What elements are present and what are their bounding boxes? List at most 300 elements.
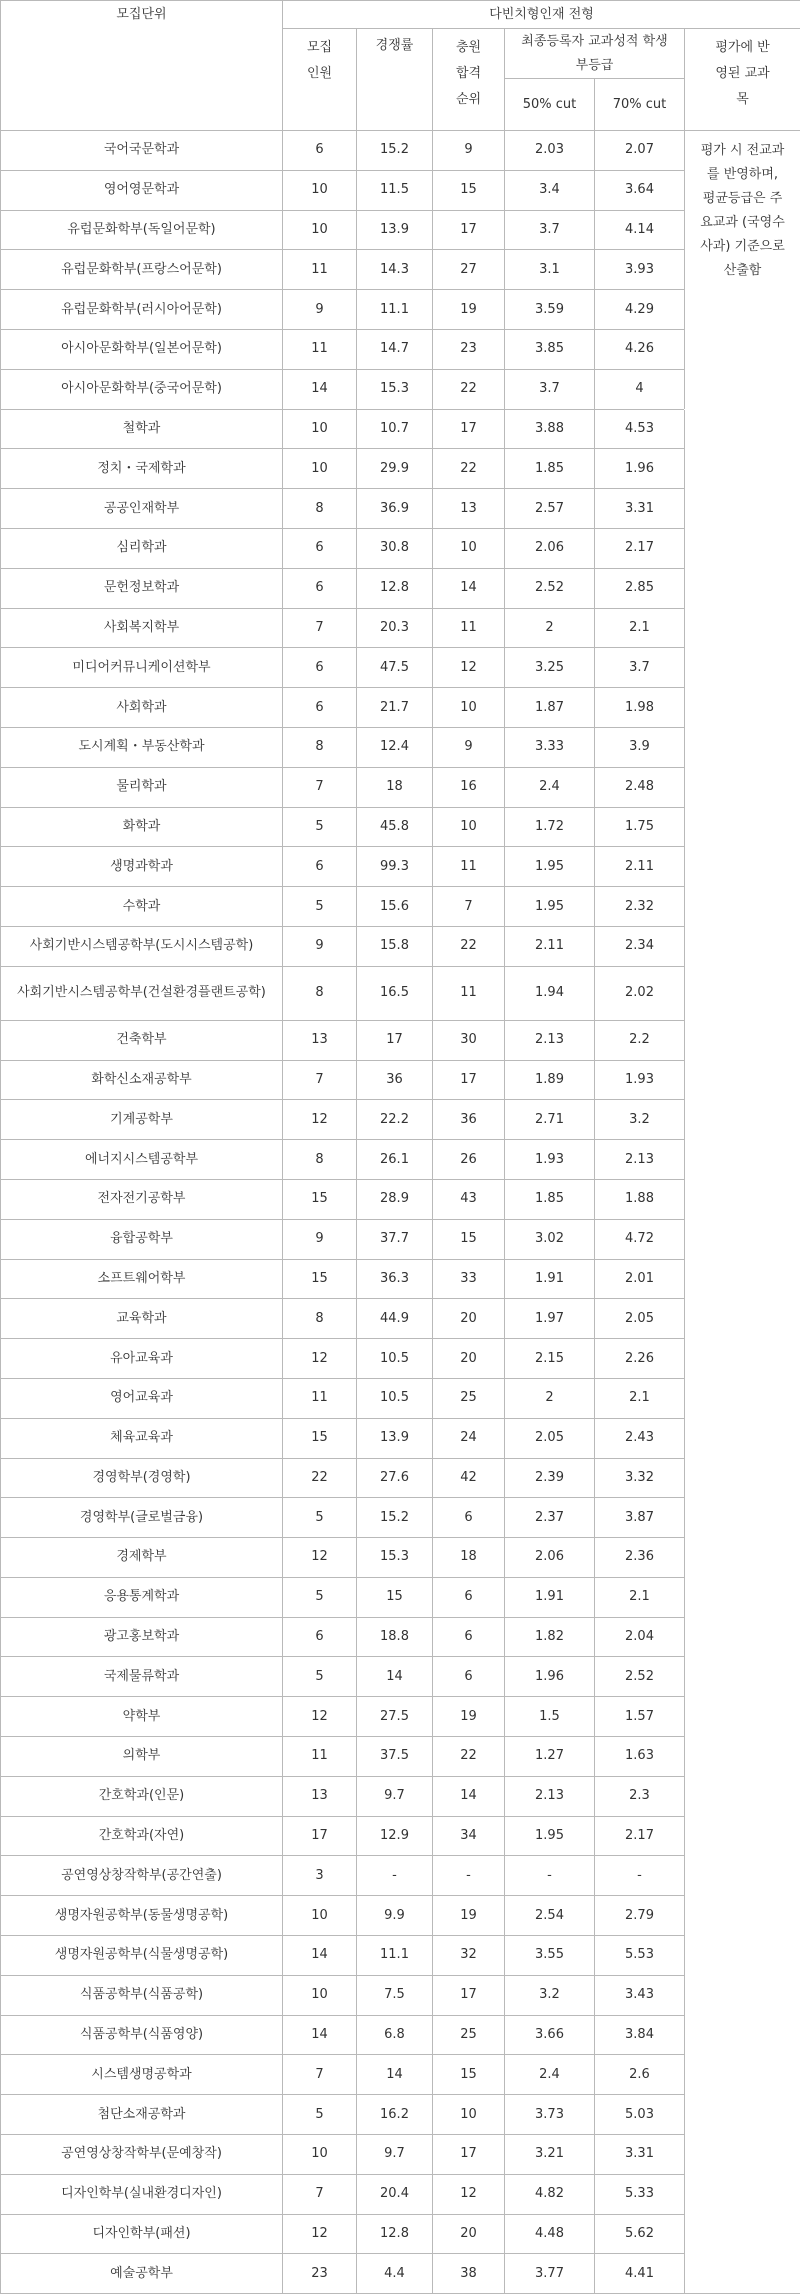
cell-ratio: 29.9 <box>357 449 433 489</box>
cell-reflected-subjects <box>685 2095 800 2135</box>
header-waitlist: 충원 합격 순위 <box>433 29 505 131</box>
cell-quota: 7 <box>283 2174 357 2214</box>
cell-waitlist: 42 <box>433 1458 505 1498</box>
table-row <box>1 887 800 927</box>
cell-ratio: 30.8 <box>357 528 433 568</box>
cell-cut70: 2.05 <box>595 1299 685 1339</box>
cell-cut70: 2.34 <box>595 926 685 966</box>
table-row <box>1 250 800 290</box>
cell-ratio: 7.5 <box>357 1975 433 2015</box>
cell-waitlist: 12 <box>433 648 505 688</box>
cell-waitlist: 22 <box>433 926 505 966</box>
cell-quota: 11 <box>283 1378 357 1418</box>
cell-reflected-subjects <box>685 1259 800 1299</box>
cell-ratio: 13.9 <box>357 1418 433 1458</box>
cell-unit: 경제학부 <box>1 1538 283 1578</box>
cell-reflected-subjects <box>685 2135 800 2175</box>
cell-quota: 13 <box>283 1020 357 1060</box>
cell-waitlist: 10 <box>433 528 505 568</box>
cell-reflected-subjects <box>685 2055 800 2095</box>
cell-cut70: 4 <box>595 369 685 409</box>
cell-unit: 유럽문화학부(독일어문학) <box>1 210 283 250</box>
cell-ratio: 15.6 <box>357 887 433 927</box>
cell-waitlist: 17 <box>433 2135 505 2175</box>
cell-waitlist: 20 <box>433 1339 505 1379</box>
cell-cut50: 1.85 <box>505 449 595 489</box>
table-row <box>1 688 800 728</box>
cell-ratio: 47.5 <box>357 648 433 688</box>
cell-cut50: 3.55 <box>505 1936 595 1976</box>
cell-reflected-subjects <box>685 608 800 648</box>
cell-quota: 14 <box>283 2015 357 2055</box>
cell-cut50: 3.7 <box>505 210 595 250</box>
cell-ratio: 18 <box>357 767 433 807</box>
header-quota: 모집 인원 <box>283 29 357 131</box>
cell-cut70: 3.31 <box>595 489 685 529</box>
cell-cut50: 3.73 <box>505 2095 595 2135</box>
cell-unit: 유아교육과 <box>1 1339 283 1379</box>
cell-quota: 23 <box>283 2254 357 2294</box>
cell-cut70: 5.03 <box>595 2095 685 2135</box>
cell-waitlist: 10 <box>433 2095 505 2135</box>
cell-waitlist: 13 <box>433 489 505 529</box>
cell-reflected-subjects <box>685 528 800 568</box>
cell-ratio: 27.5 <box>357 1697 433 1737</box>
cell-cut50: 2.13 <box>505 1776 595 1816</box>
cell-unit: 체육교육과 <box>1 1418 283 1458</box>
cell-ratio: 16.5 <box>357 966 433 1020</box>
cell-waitlist: 17 <box>433 409 505 449</box>
cell-waitlist: 27 <box>433 250 505 290</box>
cell-unit: 유럽문화학부(러시아어문학) <box>1 290 283 330</box>
cell-quota: 6 <box>283 688 357 728</box>
cell-ratio: 10.7 <box>357 409 433 449</box>
cell-cut50: 2.11 <box>505 926 595 966</box>
table-row <box>1 1498 800 1538</box>
cell-cut70: 3.84 <box>595 2015 685 2055</box>
cell-cut70: 3.87 <box>595 1498 685 1538</box>
cell-cut50: 2 <box>505 608 595 648</box>
cell-waitlist: 17 <box>433 210 505 250</box>
cell-cut50: 2.4 <box>505 2055 595 2095</box>
cell-reflected-subjects <box>685 1100 800 1140</box>
cell-waitlist: 11 <box>433 847 505 887</box>
cell-quota: 14 <box>283 1936 357 1976</box>
cell-ratio: 36.9 <box>357 489 433 529</box>
cell-quota: 8 <box>283 966 357 1020</box>
table-row <box>1 2214 800 2254</box>
cell-ratio: 15 <box>357 1577 433 1617</box>
cell-quota: 10 <box>283 1896 357 1936</box>
cell-unit: 디자인학부(패션) <box>1 2214 283 2254</box>
cell-cut70: 2.01 <box>595 1259 685 1299</box>
cell-quota: 10 <box>283 449 357 489</box>
cell-waitlist: 20 <box>433 2214 505 2254</box>
cell-reflected-subjects <box>685 1617 800 1657</box>
cell-quota: 3 <box>283 1856 357 1896</box>
cell-ratio: 14 <box>357 2055 433 2095</box>
cell-reflected-subjects <box>685 1657 800 1697</box>
cell-waitlist: 9 <box>433 131 505 171</box>
cell-ratio: 20.3 <box>357 608 433 648</box>
cell-quota: 10 <box>283 409 357 449</box>
header-unit: 모집단위 <box>1 1 283 131</box>
header-track: 다빈치형인재 전형 <box>283 1 800 29</box>
cell-cut70: 1.75 <box>595 807 685 847</box>
cell-unit: 국제물류학과 <box>1 1657 283 1697</box>
cell-ratio: 13.9 <box>357 210 433 250</box>
cell-unit: 심리학과 <box>1 528 283 568</box>
table-row <box>1 2135 800 2175</box>
cell-unit: 아시아문화학부(중국어문학) <box>1 369 283 409</box>
cell-waitlist: 19 <box>433 290 505 330</box>
table-row <box>1 329 800 369</box>
cell-unit: 사회학과 <box>1 688 283 728</box>
cell-cut50: 2.57 <box>505 489 595 529</box>
table-row <box>1 1060 800 1100</box>
table-row <box>1 170 800 210</box>
table-row <box>1 1816 800 1856</box>
cell-waitlist: 32 <box>433 1936 505 1976</box>
cell-cut70: 1.57 <box>595 1697 685 1737</box>
cell-reflected-subjects <box>685 767 800 807</box>
cell-quota: 8 <box>283 1299 357 1339</box>
table-row <box>1 727 800 767</box>
cell-reflected-subjects <box>685 807 800 847</box>
table-row <box>1 1896 800 1936</box>
cell-cut70: 4.53 <box>595 409 685 449</box>
cell-reflected-subjects <box>685 1975 800 2015</box>
cell-cut70: 2.11 <box>595 847 685 887</box>
table-row <box>1 528 800 568</box>
cell-reflected-subjects <box>685 1538 800 1578</box>
cell-cut50: 3.1 <box>505 250 595 290</box>
cell-unit: 융합공학부 <box>1 1219 283 1259</box>
cell-unit: 정치・국제학과 <box>1 449 283 489</box>
cell-cut50: 3.7 <box>505 369 595 409</box>
cell-unit: 국어국문학과 <box>1 131 283 171</box>
cell-cut50: 1.95 <box>505 1816 595 1856</box>
cell-quota: 8 <box>283 1140 357 1180</box>
cell-ratio: 12.9 <box>357 1816 433 1856</box>
cell-ratio: 4.4 <box>357 2254 433 2294</box>
cell-quota: 6 <box>283 847 357 887</box>
cell-cut70: 4.29 <box>595 290 685 330</box>
cell-quota: 7 <box>283 767 357 807</box>
cell-unit: 소프트웨어학부 <box>1 1259 283 1299</box>
cell-ratio: 10.5 <box>357 1339 433 1379</box>
table-row <box>1 1179 800 1219</box>
cell-quota: 5 <box>283 1657 357 1697</box>
cell-waitlist: 22 <box>433 1737 505 1777</box>
cell-cut50: 1.72 <box>505 807 595 847</box>
cell-ratio: 12.8 <box>357 2214 433 2254</box>
cell-cut50: 1.82 <box>505 1617 595 1657</box>
cell-quota: 10 <box>283 1975 357 2015</box>
cell-cut70: 2.13 <box>595 1140 685 1180</box>
cell-ratio: 15.2 <box>357 131 433 171</box>
cell-waitlist: 30 <box>433 1020 505 1060</box>
cell-waitlist: 26 <box>433 1140 505 1180</box>
table-row <box>1 1776 800 1816</box>
cell-unit: 첨단소재공학과 <box>1 2095 283 2135</box>
cell-quota: 17 <box>283 1816 357 1856</box>
cell-waitlist: 33 <box>433 1259 505 1299</box>
cell-ratio: 14 <box>357 1657 433 1697</box>
cell-reflected-subjects <box>685 2214 800 2254</box>
cell-cut50: 1.91 <box>505 1577 595 1617</box>
cell-cut70: 3.93 <box>595 250 685 290</box>
cell-cut70: 2.2 <box>595 1020 685 1060</box>
reflected-subjects-note: 평가 시 전교과를 반영하며, 평균등급은 주요교과 (국영수사과) 기준으로 산출함 <box>685 131 800 410</box>
cell-reflected-subjects <box>685 1378 800 1418</box>
cell-ratio: 10.5 <box>357 1378 433 1418</box>
cell-unit: 생명자원공학부(식물생명공학) <box>1 1936 283 1976</box>
cell-unit: 응용통계학과 <box>1 1577 283 1617</box>
table-row <box>1 2015 800 2055</box>
cell-cut50: 3.21 <box>505 2135 595 2175</box>
cell-waitlist: 20 <box>433 1299 505 1339</box>
cell-ratio: 15.3 <box>357 1538 433 1578</box>
cell-waitlist: 15 <box>433 170 505 210</box>
cell-ratio: 37.5 <box>357 1737 433 1777</box>
cell-waitlist: 19 <box>433 1896 505 1936</box>
cell-cut70: 2.17 <box>595 528 685 568</box>
cell-ratio: 20.4 <box>357 2174 433 2214</box>
table-row <box>1 2254 800 2294</box>
cell-cut70: 2.85 <box>595 568 685 608</box>
cell-unit: 예술공학부 <box>1 2254 283 2294</box>
cell-cut50: 2.54 <box>505 1896 595 1936</box>
cell-unit: 기계공학부 <box>1 1100 283 1140</box>
cell-reflected-subjects <box>685 1936 800 1976</box>
cell-ratio: 12.8 <box>357 568 433 608</box>
cell-unit: 간호학과(인문) <box>1 1776 283 1816</box>
cell-quota: 12 <box>283 1697 357 1737</box>
cell-reflected-subjects <box>685 1339 800 1379</box>
table-row <box>1 1617 800 1657</box>
table-row <box>1 409 800 449</box>
cell-waitlist: 6 <box>433 1617 505 1657</box>
table-row <box>1 767 800 807</box>
cell-waitlist: 24 <box>433 1418 505 1458</box>
table-row <box>1 2055 800 2095</box>
cell-quota: 12 <box>283 1100 357 1140</box>
table-row <box>1 926 800 966</box>
cell-cut50: 2.05 <box>505 1418 595 1458</box>
table-row <box>1 1339 800 1379</box>
cell-ratio: 16.2 <box>357 2095 433 2135</box>
cell-cut50: 2.4 <box>505 767 595 807</box>
cell-ratio: 28.9 <box>357 1179 433 1219</box>
cell-waitlist: 43 <box>433 1179 505 1219</box>
cell-cut70: 2.17 <box>595 1816 685 1856</box>
cell-cut70: 2.79 <box>595 1896 685 1936</box>
table-row <box>1 648 800 688</box>
table-row <box>1 1697 800 1737</box>
cell-cut50: 3.02 <box>505 1219 595 1259</box>
cell-unit: 공연영상창작학부(문예창작) <box>1 2135 283 2175</box>
cell-cut50: 1.95 <box>505 847 595 887</box>
cell-ratio: 14.3 <box>357 250 433 290</box>
cell-ratio: 11.5 <box>357 170 433 210</box>
table-header <box>1 1 800 131</box>
cell-cut50: 2.71 <box>505 1100 595 1140</box>
cell-ratio: 21.7 <box>357 688 433 728</box>
cell-cut50: 3.66 <box>505 2015 595 2055</box>
cell-cut50: - <box>505 1856 595 1896</box>
header-grade-group: 최종등록자 교과성적 학생부등급 <box>505 29 685 79</box>
cell-quota: 11 <box>283 329 357 369</box>
table-row <box>1 1538 800 1578</box>
cell-cut70: 2.52 <box>595 1657 685 1697</box>
cell-cut70: 3.31 <box>595 2135 685 2175</box>
cell-reflected-subjects <box>685 1219 800 1259</box>
cell-reflected-subjects <box>685 2015 800 2055</box>
cell-waitlist: 14 <box>433 1776 505 1816</box>
cell-reflected-subjects <box>685 1776 800 1816</box>
cell-unit: 생명과학과 <box>1 847 283 887</box>
header-ratio: 경쟁률 <box>357 29 433 131</box>
cell-ratio: - <box>357 1856 433 1896</box>
cell-ratio: 36.3 <box>357 1259 433 1299</box>
cell-cut70: 3.7 <box>595 648 685 688</box>
cell-reflected-subjects <box>685 966 800 1020</box>
cell-cut70: 4.26 <box>595 329 685 369</box>
cell-unit: 건축학부 <box>1 1020 283 1060</box>
table-row <box>1 1219 800 1259</box>
cell-waitlist: 11 <box>433 608 505 648</box>
table-row <box>1 1259 800 1299</box>
cell-unit: 식품공학부(식품공학) <box>1 1975 283 2015</box>
cell-ratio: 9.7 <box>357 2135 433 2175</box>
cell-quota: 5 <box>283 887 357 927</box>
cell-cut70: 2.02 <box>595 966 685 1020</box>
cell-quota: 6 <box>283 1617 357 1657</box>
cell-quota: 11 <box>283 1737 357 1777</box>
cell-ratio: 27.6 <box>357 1458 433 1498</box>
cell-waitlist: 22 <box>433 369 505 409</box>
cell-waitlist: 17 <box>433 1975 505 2015</box>
table-row <box>1 131 800 171</box>
cell-unit: 사회복지학부 <box>1 608 283 648</box>
cell-reflected-subjects <box>685 1498 800 1538</box>
cell-cut50: 1.87 <box>505 688 595 728</box>
cell-unit: 공공인재학부 <box>1 489 283 529</box>
table-row <box>1 1577 800 1617</box>
cell-reflected-subjects <box>685 489 800 529</box>
cell-quota: 6 <box>283 568 357 608</box>
cell-reflected-subjects <box>685 1816 800 1856</box>
cell-quota: 6 <box>283 648 357 688</box>
table-row <box>1 1299 800 1339</box>
cell-unit: 영어교육과 <box>1 1378 283 1418</box>
cell-reflected-subjects <box>685 1577 800 1617</box>
cell-cut70: 2.1 <box>595 608 685 648</box>
cell-unit: 사회기반시스템공학부(도시시스템공학) <box>1 926 283 966</box>
cell-unit: 광고홍보학과 <box>1 1617 283 1657</box>
cell-unit: 의학부 <box>1 1737 283 1777</box>
cell-quota: 12 <box>283 2214 357 2254</box>
cell-unit: 에너지시스템공학부 <box>1 1140 283 1180</box>
cell-waitlist: 25 <box>433 2015 505 2055</box>
cell-ratio: 45.8 <box>357 807 433 847</box>
cell-ratio: 11.1 <box>357 290 433 330</box>
cell-ratio: 6.8 <box>357 2015 433 2055</box>
cell-cut70: 4.14 <box>595 210 685 250</box>
cell-cut70: 3.9 <box>595 727 685 767</box>
cell-cut70: 4.72 <box>595 1219 685 1259</box>
cell-unit: 미디어커뮤니케이션학부 <box>1 648 283 688</box>
cell-reflected-subjects <box>685 727 800 767</box>
cell-waitlist: 19 <box>433 1697 505 1737</box>
cell-cut50: 4.48 <box>505 2214 595 2254</box>
cell-ratio: 14.7 <box>357 329 433 369</box>
cell-cut50: 3.77 <box>505 2254 595 2294</box>
cell-cut70: 3.64 <box>595 170 685 210</box>
cell-waitlist: 17 <box>433 1060 505 1100</box>
cell-cut70: 2.04 <box>595 1617 685 1657</box>
cell-cut50: 1.89 <box>505 1060 595 1100</box>
cell-waitlist: 9 <box>433 727 505 767</box>
cell-reflected-subjects <box>685 1458 800 1498</box>
cell-cut50: 1.91 <box>505 1259 595 1299</box>
cell-cut50: 3.4 <box>505 170 595 210</box>
cell-unit: 화학과 <box>1 807 283 847</box>
cell-reflected-subjects <box>685 1856 800 1896</box>
cell-cut70: 1.88 <box>595 1179 685 1219</box>
cell-waitlist: 15 <box>433 2055 505 2095</box>
cell-cut50: 3.25 <box>505 648 595 688</box>
cell-cut50: 2.06 <box>505 1538 595 1578</box>
cell-reflected-subjects <box>685 1697 800 1737</box>
cell-cut70: 1.98 <box>595 688 685 728</box>
cell-quota: 6 <box>283 131 357 171</box>
cell-cut70: 3.43 <box>595 1975 685 2015</box>
cell-quota: 9 <box>283 290 357 330</box>
cell-unit: 사회기반시스템공학부(건설환경플랜트공학) <box>1 966 283 1020</box>
cell-quota: 10 <box>283 2135 357 2175</box>
cell-quota: 8 <box>283 489 357 529</box>
cell-cut70: 1.96 <box>595 449 685 489</box>
cell-cut70: 2.07 <box>595 131 685 171</box>
cell-cut50: 1.97 <box>505 1299 595 1339</box>
table-row <box>1 608 800 648</box>
cell-waitlist: 23 <box>433 329 505 369</box>
cell-unit: 수학과 <box>1 887 283 927</box>
table-row <box>1 369 800 409</box>
cell-cut70: 2.1 <box>595 1378 685 1418</box>
cell-waitlist: 6 <box>433 1498 505 1538</box>
cell-quota: 7 <box>283 1060 357 1100</box>
cell-ratio: 15.3 <box>357 369 433 409</box>
cell-cut50: 2.39 <box>505 1458 595 1498</box>
cell-quota: 9 <box>283 1219 357 1259</box>
cell-quota: 12 <box>283 1538 357 1578</box>
cell-quota: 12 <box>283 1339 357 1379</box>
cell-reflected-subjects <box>685 2174 800 2214</box>
cell-quota: 15 <box>283 1259 357 1299</box>
cell-reflected-subjects <box>685 1299 800 1339</box>
cell-quota: 5 <box>283 1498 357 1538</box>
cell-unit: 식품공학부(식품영양) <box>1 2015 283 2055</box>
cell-ratio: 37.7 <box>357 1219 433 1259</box>
table-row <box>1 1657 800 1697</box>
cell-reflected-subjects <box>685 449 800 489</box>
cell-waitlist: 16 <box>433 767 505 807</box>
table-row <box>1 2174 800 2214</box>
cell-cut50: 1.95 <box>505 887 595 927</box>
